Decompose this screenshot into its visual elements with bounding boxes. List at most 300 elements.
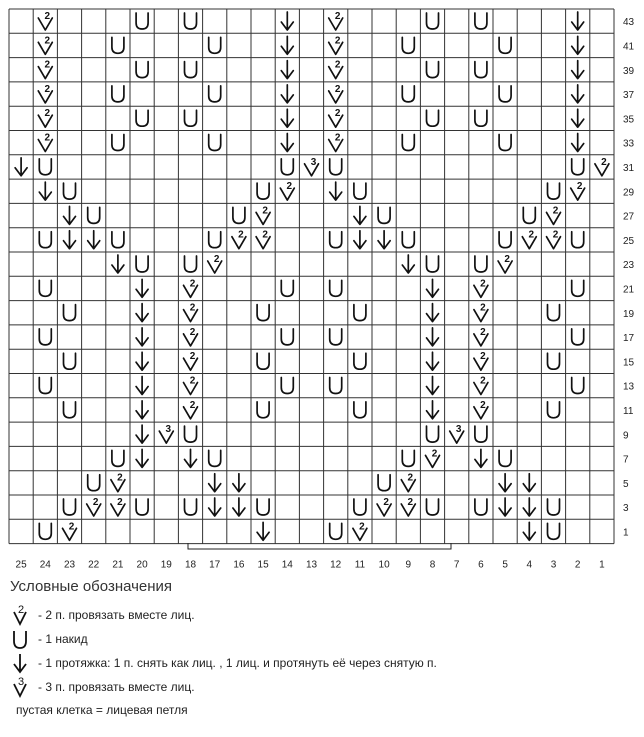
k2tog-symbol (571, 181, 585, 200)
k2tog-symbol (111, 473, 125, 492)
svg-text:2: 2 (552, 229, 559, 241)
k2tog-symbol (232, 230, 246, 249)
column-number-label: 3 (550, 559, 557, 570)
row-number-label: 15 (623, 357, 635, 369)
yarn-over-symbol (64, 499, 76, 515)
yarn-over-symbol (64, 353, 76, 369)
legend-text-k2tog: - 2 п. провязать вместе лиц. (38, 608, 195, 622)
yarn-over-symbol (548, 523, 560, 539)
k2tog-symbol (547, 230, 561, 249)
svg-text:2: 2 (18, 604, 25, 616)
skp-arrow-symbol (499, 474, 511, 492)
legend-item-k2tog (10, 603, 630, 627)
row-number-label: 25 (623, 235, 635, 247)
yarn-over-symbol (572, 159, 584, 175)
skp-arrow-symbol (136, 352, 148, 370)
yarn-over-symbol (475, 13, 487, 29)
skp-arrow-symbol (523, 522, 535, 540)
skp-arrow-symbol (354, 206, 366, 224)
row-number-label: 23 (623, 260, 635, 272)
svg-text:2: 2 (480, 399, 486, 411)
row-number-label: 27 (623, 211, 635, 223)
yarn-over-symbol (572, 378, 584, 394)
svg-text:2: 2 (44, 132, 51, 144)
column-number-label: 19 (160, 559, 172, 570)
skp-arrow-symbol (136, 425, 148, 443)
yarn-over-symbol (499, 232, 511, 248)
yarn-over-symbol (572, 232, 584, 248)
skp-arrow-symbol (136, 401, 148, 419)
skp-arrow-symbol (88, 231, 100, 249)
yarn-over-symbol (378, 475, 390, 491)
yarn-over-symbol (64, 305, 76, 321)
k2tog-symbol (401, 473, 415, 492)
column-number-label: 20 (136, 559, 148, 570)
yarn-over-symbol (354, 402, 366, 418)
yarn-over-symbol (39, 378, 51, 394)
row-number-label: 1 (623, 527, 629, 539)
k2tog-symbol (329, 133, 343, 152)
k3tog-icon (10, 675, 34, 699)
k2tog-symbol (38, 11, 52, 30)
column-number-label: 11 (354, 559, 366, 570)
svg-text:2: 2 (504, 254, 510, 265)
svg-text:2: 2 (576, 181, 583, 193)
row-number-label: 3 (623, 503, 629, 515)
yarn-over-symbol (136, 499, 148, 515)
svg-text:2: 2 (552, 205, 559, 217)
legend-item-yo (10, 627, 630, 651)
yarn-over-symbol (257, 305, 269, 321)
k2tog-symbol (87, 497, 101, 516)
skp-arrow-symbol (136, 328, 148, 346)
legend-text-skp: - 1 протяжка: 1 п. снять как лиц. , 1 лиц. и протянуть её через снятую п. (38, 656, 437, 670)
yarn-over-symbol (257, 183, 269, 199)
yarn-over-symbol (427, 62, 439, 78)
k2tog-symbol (256, 230, 270, 249)
k2tog-symbol (38, 84, 52, 103)
svg-text:2: 2 (68, 521, 75, 533)
column-number-label: 10 (378, 559, 390, 570)
yarn-over-symbol (330, 232, 342, 248)
row-number-label: 33 (623, 138, 635, 150)
skp-arrow-symbol (209, 498, 221, 516)
column-number-label: 7 (453, 559, 460, 570)
yarn-over-symbol (475, 110, 487, 126)
column-number-label: 2 (574, 559, 581, 570)
yarn-over-symbol (136, 13, 148, 29)
yarn-over-symbol (330, 329, 342, 345)
column-number-label: 25 (15, 559, 27, 570)
yarn-over-symbol (402, 450, 414, 466)
skp-arrow-symbol (112, 255, 124, 273)
k2tog-symbol (353, 521, 367, 540)
k2tog-symbol (184, 376, 198, 395)
svg-text:2: 2 (189, 326, 196, 338)
legend-item-k3tog (10, 675, 630, 699)
yarn-over-symbol (330, 523, 342, 539)
svg-text:2: 2 (359, 521, 365, 533)
svg-text:2: 2 (480, 351, 486, 363)
k2tog-symbol (280, 181, 294, 200)
row-number-label: 17 (623, 333, 635, 345)
skp-arrow-symbol (572, 12, 584, 30)
svg-text:2: 2 (334, 83, 341, 95)
yarn-over-symbol (499, 135, 511, 151)
skp-arrow-symbol (572, 85, 584, 103)
svg-text:2: 2 (334, 35, 341, 47)
svg-text:2: 2 (44, 59, 51, 71)
skp-arrow-symbol (499, 498, 511, 516)
yarn-over-symbol (499, 86, 511, 102)
skp-arrow-symbol (523, 474, 535, 492)
yarn-over-symbol (112, 232, 124, 248)
skp-arrow-symbol (281, 12, 293, 30)
row-number-label: 35 (623, 114, 635, 126)
column-number-label: 17 (209, 559, 221, 570)
legend-note: пустая клетка = лицевая петля (16, 703, 188, 717)
yarn-over-symbol (427, 426, 439, 442)
k2tog-symbol (377, 497, 391, 516)
skp-arrow-symbol (209, 474, 221, 492)
skp-arrow-symbol (427, 279, 439, 297)
skp-arrow-symbol (354, 231, 366, 249)
skp-arrow-symbol (233, 474, 245, 492)
yarn-over-symbol (427, 256, 439, 272)
k2tog-symbol (38, 35, 52, 54)
yarn-over-symbol (185, 110, 197, 126)
yarn-over-symbol (427, 13, 439, 29)
yarn-over-symbol (209, 232, 221, 248)
k2tog-symbol (38, 108, 52, 127)
yarn-over-symbol (257, 499, 269, 515)
svg-text:2: 2 (407, 472, 414, 484)
yarn-over-symbol (548, 499, 560, 515)
svg-text:2: 2 (117, 472, 123, 484)
yarn-over-symbol (281, 378, 293, 394)
k2tog-symbol (547, 205, 561, 224)
column-number-label: 14 (281, 559, 293, 570)
yarn-over-symbol (475, 426, 487, 442)
k2tog-symbol (329, 60, 343, 79)
yarn-over-symbol (548, 402, 560, 418)
yarn-over-symbol (281, 280, 293, 296)
skp-arrow-symbol (330, 182, 342, 200)
yarn-over-symbol (548, 183, 560, 199)
svg-text:2: 2 (334, 59, 341, 71)
skp-arrow-symbol (136, 377, 148, 395)
skp-arrow-symbol (427, 352, 439, 370)
yarn-over-symbol (548, 305, 560, 321)
skp-arrow-symbol (427, 377, 439, 395)
yarn-over-symbol (475, 62, 487, 78)
skp-arrow-symbol (427, 328, 439, 346)
yarn-over-symbol (475, 499, 487, 515)
skp-arrow-symbol (475, 449, 487, 467)
k2tog-symbol (63, 521, 77, 540)
k2tog-symbol (256, 205, 270, 224)
k2tog-symbol (595, 157, 609, 176)
svg-text:2: 2 (189, 399, 196, 411)
yarn-over-symbol (233, 207, 245, 223)
yarn-over-symbol (572, 329, 584, 345)
svg-text:3: 3 (455, 424, 462, 436)
column-number-label: 21 (112, 559, 124, 570)
svg-text:2: 2 (480, 302, 486, 314)
row-number-label: 37 (623, 90, 635, 102)
yarn-over-symbol (185, 62, 197, 78)
yarn-over-symbol (209, 37, 221, 53)
svg-text:2: 2 (189, 302, 196, 314)
yarn-over-symbol (257, 353, 269, 369)
legend-text-yo: - 1 накид (38, 632, 88, 646)
yarn-over-symbol (548, 353, 560, 369)
k2tog-symbol (184, 303, 198, 322)
yarn-over-symbol (209, 450, 221, 466)
yarn-over-symbol (136, 110, 148, 126)
yarn-over-symbol (402, 86, 414, 102)
yarn-over-icon (10, 627, 34, 651)
yarn-over-symbol (402, 232, 414, 248)
column-number-label: 6 (478, 559, 484, 570)
k2tog-symbol (474, 351, 488, 370)
svg-text:2: 2 (431, 448, 438, 460)
yarn-over-symbol (64, 183, 76, 199)
yarn-over-symbol (39, 523, 51, 539)
row-number-label: 29 (623, 187, 635, 199)
yarn-over-symbol (112, 450, 124, 466)
k2tog-icon (10, 603, 34, 627)
yarn-over-symbol (281, 159, 293, 175)
yarn-over-symbol (88, 207, 100, 223)
svg-text:2: 2 (407, 497, 414, 508)
skp-arrow-symbol (281, 61, 293, 79)
k2tog-symbol (522, 230, 536, 249)
chart-grid (9, 9, 614, 544)
k2tog-symbol (329, 11, 343, 30)
skp-arrow-symbol (281, 85, 293, 103)
svg-text:2: 2 (480, 326, 486, 338)
svg-text:3: 3 (165, 424, 172, 436)
svg-text:2: 2 (334, 108, 341, 120)
yarn-over-symbol (330, 159, 342, 175)
k2tog-symbol (329, 35, 343, 54)
yarn-over-symbol (185, 256, 197, 272)
svg-text:2: 2 (383, 497, 389, 508)
k2tog-symbol (184, 278, 198, 297)
yarn-over-symbol (354, 183, 366, 199)
row-number-label: 21 (623, 284, 635, 296)
yarn-over-symbol (499, 37, 511, 53)
yarn-over-symbol (572, 280, 584, 296)
row-number-label: 9 (623, 430, 629, 442)
svg-text:2: 2 (213, 254, 220, 265)
legend-text-k3tog: - 3 п. провязать вместе лиц. (38, 680, 195, 694)
k2tog-symbol (38, 133, 52, 152)
skp-arrow-symbol (523, 498, 535, 516)
column-number-label: 15 (257, 559, 269, 570)
yarn-over-symbol (427, 110, 439, 126)
yarn-over-symbol (185, 499, 197, 515)
k3tog-symbol (159, 424, 173, 443)
k2tog-symbol (474, 376, 488, 395)
svg-text:2: 2 (189, 351, 196, 363)
skp-arrow-symbol (136, 304, 148, 322)
skp-arrow-symbol (257, 522, 269, 540)
svg-text:2: 2 (44, 83, 51, 95)
skp-arrow-symbol (281, 134, 293, 152)
yarn-over-symbol (378, 207, 390, 223)
skp-arrow-symbol (572, 134, 584, 152)
row-number-label: 31 (623, 162, 635, 174)
k2tog-symbol (208, 254, 222, 273)
legend (10, 578, 630, 717)
skp-arrow-symbol (378, 231, 390, 249)
row-number-label: 7 (623, 454, 629, 466)
skp-arrow-symbol (39, 182, 51, 200)
yarn-over-symbol (39, 159, 51, 175)
column-number-labels (16, 560, 606, 570)
yarn-over-symbol (185, 426, 197, 442)
column-number-label: 13 (305, 559, 318, 570)
column-number-label: 23 (63, 559, 76, 570)
k2tog-symbol (474, 400, 488, 419)
yarn-over-symbol (39, 232, 51, 248)
row-number-label: 5 (623, 478, 629, 490)
k2tog-symbol (498, 254, 512, 273)
svg-text:2: 2 (44, 108, 51, 120)
skp-arrow-symbol (572, 109, 584, 127)
svg-text:2: 2 (92, 497, 99, 508)
column-number-label: 9 (405, 559, 412, 570)
column-number-label: 16 (233, 559, 245, 570)
skp-arrow-symbol (402, 255, 414, 273)
svg-text:2: 2 (334, 132, 341, 144)
yarn-over-symbol (354, 305, 366, 321)
yarn-over-symbol (39, 329, 51, 345)
svg-text:2: 2 (117, 497, 123, 508)
svg-text:2: 2 (286, 181, 293, 193)
skp-arrow-symbol (64, 206, 76, 224)
k2tog-symbol (426, 448, 440, 467)
yarn-over-symbol (64, 402, 76, 418)
yarn-over-symbol (427, 499, 439, 515)
column-number-label: 4 (526, 559, 533, 570)
skp-arrow-symbol (281, 36, 293, 54)
yarn-over-symbol (257, 402, 269, 418)
svg-text:2: 2 (238, 229, 244, 241)
skp-arrow-symbol (427, 401, 439, 419)
k3tog-symbol (450, 424, 464, 443)
skp-arrow-symbol (64, 231, 76, 249)
svg-text:2: 2 (44, 11, 51, 22)
yarn-over-symbol (402, 37, 414, 53)
skp-arrow-symbol (136, 449, 148, 467)
row-number-label: 13 (623, 381, 635, 393)
column-number-label: 24 (39, 559, 51, 570)
svg-text:2: 2 (262, 205, 268, 217)
k2tog-symbol (474, 278, 488, 297)
legend-title: Условные обозначения (10, 578, 173, 595)
skp-arrow-symbol (427, 304, 439, 322)
yarn-over-symbol (112, 37, 124, 53)
column-number-label: 5 (502, 559, 508, 570)
row-number-label: 19 (623, 308, 635, 320)
column-number-label: 22 (88, 559, 100, 570)
svg-text:2: 2 (189, 278, 196, 290)
column-number-label: 8 (429, 559, 436, 570)
yarn-over-symbol (39, 280, 51, 296)
k2tog-symbol (111, 497, 125, 516)
yarn-over-symbol (499, 450, 511, 466)
yarn-over-symbol (523, 207, 535, 223)
yarn-over-symbol (354, 499, 366, 515)
yarn-over-symbol (112, 86, 124, 102)
svg-text:2: 2 (480, 278, 486, 290)
yarn-over-symbol (475, 256, 487, 272)
skp-arrow-symbol (136, 279, 148, 297)
chart-symbols (15, 11, 609, 540)
column-number-label: 12 (330, 559, 342, 570)
down-arrow-icon (10, 651, 34, 675)
row-number-label: 41 (623, 41, 635, 53)
k2tog-symbol (401, 497, 415, 516)
k2tog-symbol (184, 400, 198, 419)
svg-text:2: 2 (189, 375, 196, 387)
skp-arrow-symbol (281, 109, 293, 127)
svg-text:2: 2 (601, 156, 607, 168)
yarn-over-symbol (185, 13, 197, 29)
row-number-label: 11 (623, 405, 634, 417)
legend-item-skp (10, 651, 630, 675)
svg-text:2: 2 (334, 11, 341, 22)
row-number-label: 39 (623, 65, 635, 77)
svg-text:3: 3 (18, 676, 25, 688)
yarn-over-symbol (136, 256, 148, 272)
k2tog-symbol (329, 84, 343, 103)
skp-arrow-symbol (185, 449, 197, 467)
skp-arrow-symbol (572, 61, 584, 79)
yarn-over-symbol (354, 353, 366, 369)
k3tog-symbol (305, 157, 319, 176)
k2tog-symbol (474, 303, 488, 322)
skp-arrow-symbol (233, 498, 245, 516)
skp-arrow-symbol (572, 36, 584, 54)
skp-arrow-symbol (15, 158, 27, 176)
yarn-over-symbol (136, 62, 148, 78)
row-number-labels (623, 17, 635, 538)
svg-text:3: 3 (310, 156, 317, 168)
yarn-over-symbol (402, 135, 414, 151)
k2tog-symbol (184, 351, 198, 370)
k2tog-symbol (38, 60, 52, 79)
yarn-over-symbol (88, 475, 100, 491)
svg-text:2: 2 (480, 375, 486, 387)
k2tog-symbol (474, 327, 488, 346)
row-number-label: 43 (623, 17, 635, 29)
yarn-over-symbol (330, 280, 342, 296)
svg-text:2: 2 (262, 229, 268, 241)
yarn-over-symbol (330, 378, 342, 394)
yarn-over-symbol (112, 135, 124, 151)
yarn-over-symbol (281, 329, 293, 345)
column-number-label: 1 (599, 559, 605, 570)
svg-text:2: 2 (44, 35, 51, 47)
yarn-over-symbol (209, 135, 221, 151)
k2tog-symbol (184, 327, 198, 346)
k2tog-symbol (329, 108, 343, 127)
svg-text:2: 2 (528, 229, 535, 241)
